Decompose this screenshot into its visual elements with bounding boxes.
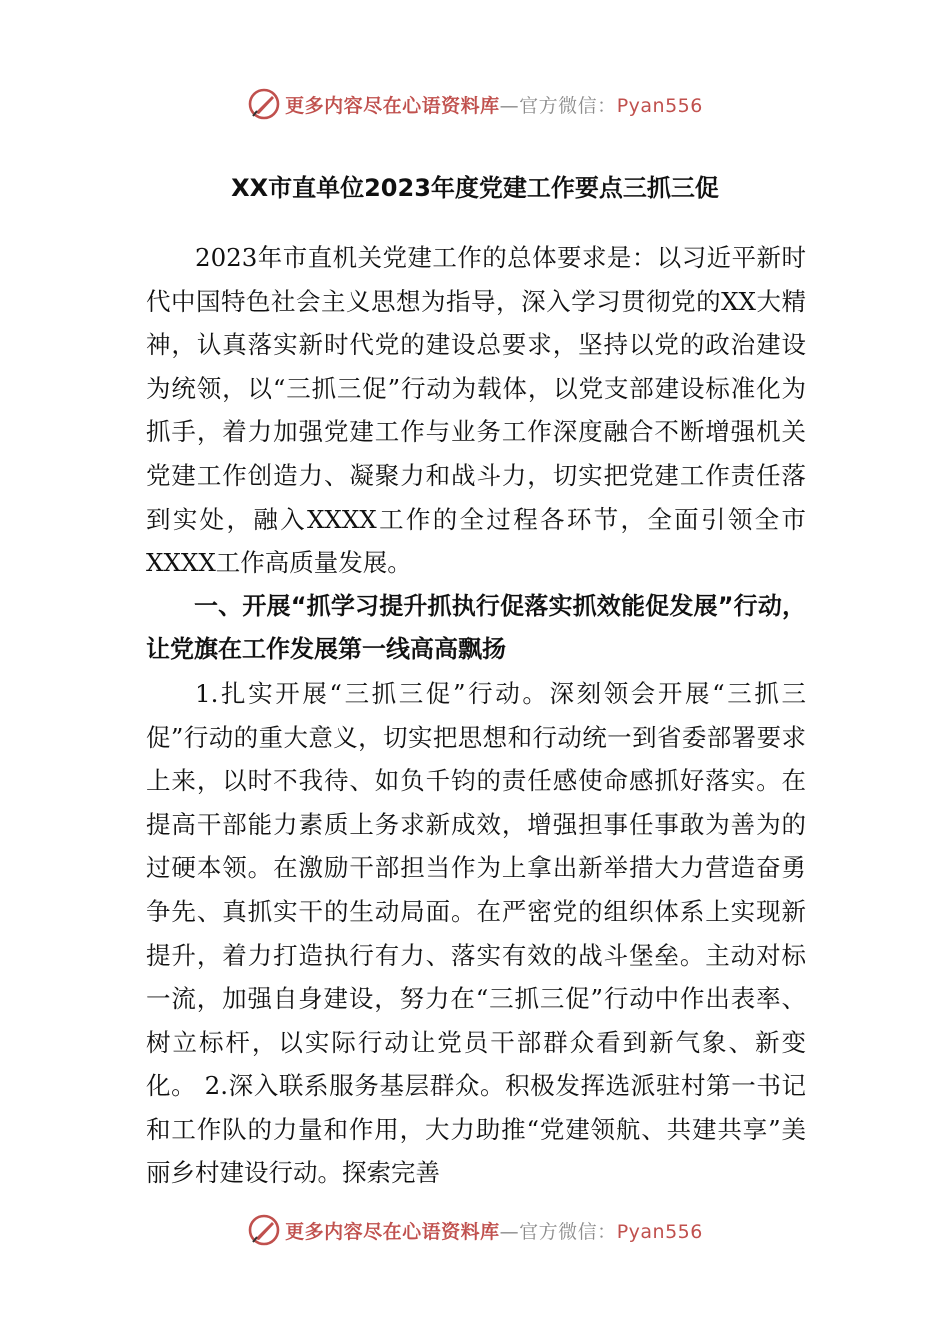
watermark-wechat-label: —官方微信： (499, 94, 617, 117)
footer-watermark-banner (0, 1210, 950, 1250)
quill-logo-icon (247, 1213, 281, 1247)
document-title: XX市直单位2023年度党建工作要点三抓三促 (231, 174, 719, 202)
watermark-text (285, 1217, 703, 1244)
watermark-wechat-label: —官方微信： (499, 1220, 617, 1243)
watermark-source: 更多内容尽在心语资料库 (285, 94, 500, 117)
watermark-wechat-id: Pyan556 (616, 94, 703, 117)
watermark-text (285, 91, 703, 118)
watermark-wechat-id: Pyan556 (616, 1220, 703, 1243)
intro-paragraph: 2023年市直机关党建工作的总体要求是：以习近平新时代中国特色社会主义思想为指导，深入学习贯彻党的XX大精神，认真落实新时代党的建设总要求，坚持以党的政治建设为统领，以“三抓三促”行动为载体，以党支部建设标准化为抓手，着力加强党建工作与业务工作深度融合不断增强机关党建工作创造力、凝聚力和战斗力，切实把党建工作责任落到实处，融入XXXX工作的全过程各环节，全面引领全市XXXX工作高质量发展。 (146, 243, 806, 578)
watermark-source: 更多内容尽在心语资料库 (285, 1220, 500, 1243)
quill-logo-icon (247, 87, 281, 121)
header-watermark-banner (0, 84, 950, 124)
section-heading-1: 一、开展“抓学习提升抓执行促落实抓效能促发展”行动，让党旗在工作发展第一线高高飘扬 (146, 591, 806, 664)
document-body (146, 236, 806, 1195)
section-1-paragraph: 1.扎实开展“三抓三促”行动。深刻领会开展“三抓三促”行动的重大意义，切实把思想和行动统一到省委部署要求上来，以时不我待、如负千钧的责任感使命感抓好落实。在提高干部能力素质上务求新成效，增强担事任事敢为善为的过硬本领。在激励干部担当作为上拿出新举措大力营造奋勇争先、真抓实干的生动局面。在严密党的组织体系上实现新提升，着力打造执行有力、落实有效的战斗堡垒。主动对标一流，加强自身建设，努力在“三抓三促”行动中作出表率、树立标杆，以实际行动让党员干部群众看到新气象、新变化。 2.深入联系服务基层群众。积极发挥选派驻村第一书记和工作队的力量和作用，大力助推“党建领航、共建共享”美丽乡村建设行动。探索完善 (146, 678, 806, 1188)
